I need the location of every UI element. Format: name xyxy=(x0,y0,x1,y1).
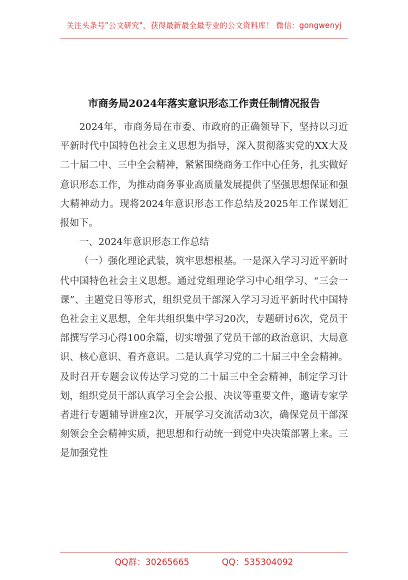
footer-qq: QQ：535304092 xyxy=(221,558,294,568)
header-divider xyxy=(60,38,348,39)
document-body xyxy=(60,118,348,464)
header-banner: 关注头条号"公文研究"，获得最新最全最专业的公文资料库！ 微信：gongwenyj xyxy=(66,21,342,30)
footer-qq-group: QQ群：30265665 xyxy=(114,558,190,568)
section-heading: 一、2024年意识形态工作总结 xyxy=(79,237,210,249)
footer-contact xyxy=(0,556,408,568)
body-paragraph: （一）强化理论武装，筑牢思想根基。一是深入学习习近平新时代中国特色社会主义思想。通过党组理论学习中心组学习、“三会一课”、主题党日等形式，组织党员干部深入学习习近平新时代中国特色社会主义思想，全年共组织集中学习20次，专题研讨6次，党员干部撰写学习心得100余篇，切实增强了党员干部的政治意识、大局意识、核心意识、看齐意识。二是认真学习党的二十届三中全会精神。及时召开专题会议传达学习党的二十届三中全会精神，制定学习计划，组织党员干部认真学习全会公报、决议等重要文件，邀请专家学者进行专题辅导讲座2次，开展学习交流活动3次，确保党员干部深刻领会全会精神实质，把思想和行动统一到党中央决策部署上来。三是加强党性 xyxy=(60,256,348,460)
footer-divider xyxy=(60,552,348,553)
intro-paragraph: 2024年，市商务局在市委、市政府的正确领导下，坚持以习近平新时代中国特色社会主义思想为指导，深入贯彻落实党的XX大及二十届二中、三中全会精神，紧紧围绕商务工作中心任务，扎实做好意识形态工作，为推动商务事业高质量发展提供了坚强思想保证和强大精神动力。现将2024年意识形态工作总结及2025年工作谋划汇报如下。 xyxy=(60,122,348,230)
document-title: 市商务局2024年落实意识形态工作责任制情况报告 xyxy=(87,98,321,110)
